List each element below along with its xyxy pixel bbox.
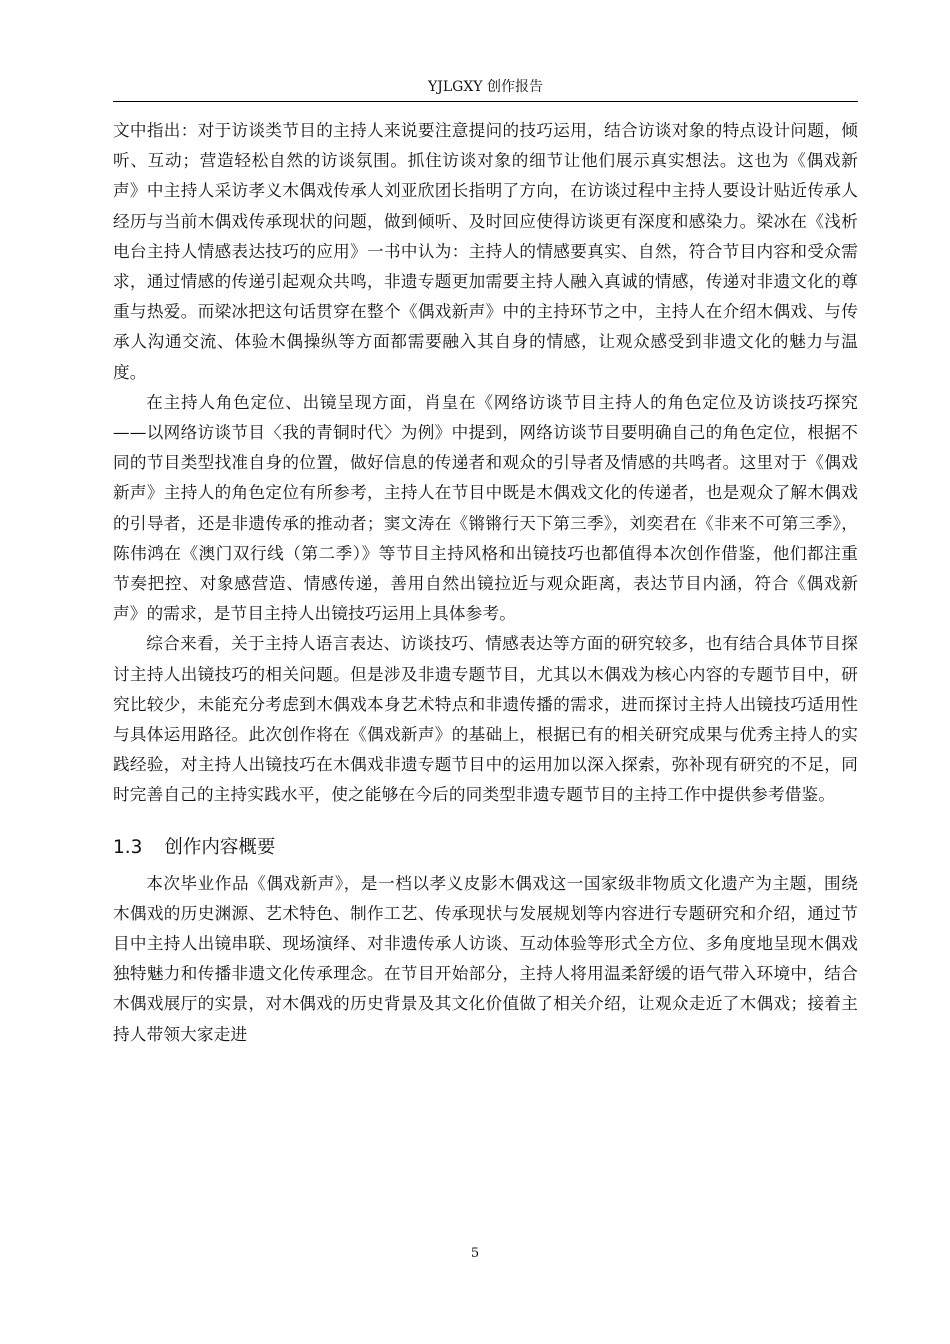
document-body [113,116,858,1050]
body-paragraph-1: 文中指出：对于访谈类节目的主持人来说要注意提问的技巧运用，结合访谈对象的特点设计问题，倾听、互动；营造轻松自然的访谈氛围。抓住访谈对象的细节让他们展示真实想法。这也为《偶戏新声》中主持人采访孝义木偶戏传承人刘亚欣团长指明了方向，在访谈过程中主持人要设计贴近传承人经历与当前木偶戏传承现状的问题，做到倾听、及时回应使得访谈更有深度和感染力。梁冰在《浅析电台主持人情感表达技巧的应用》一书中认为：主持人的情感要真实、自然，符合节目内容和受众需求，通过情感的传递引起观众共鸣，非遗专题更加需要主持人融入真诚的情感，传递对非遗文化的尊重与热爱。而梁冰把这句话贯穿在整个《偶戏新声》中的主持环节之中，主持人在介绍木偶戏、与传承人沟通交流、体验木偶操纵等方面都需要融入其自身的情感，让观众感受到非遗文化的魅力与温度。 [113,121,858,382]
section-heading [113,833,858,863]
page-header [113,76,858,102]
header-title: YJLGXY 创作报告 [428,79,543,95]
body-paragraph-2: 在主持人角色定位、出镜呈现方面，肖皇在《网络访谈节目主持人的角色定位及访谈技巧探究——以网络访谈节目〈我的青铜时代〉为例》中提到，网络访谈节目要明确自己的角色定位，根据不同的节目类型找准自身的位置，做好信息的传递者和观众的引导者及情感的共鸣者。这里对于《偶戏新声》主持人的角色定位有所参考，主持人在节目中既是木偶戏文化的传递者，也是观众了解木偶戏的引导者，还是非遗传承的推动者；窦文涛在《锵锵行天下第三季》，刘奕君在《非来不可第三季》，陈伟鸿在《澳门双行线（第二季）》等节目主持风格和出镜技巧也都值得本次创作借鉴，他们都注重节奏把控、对象感营造、情感传递，善用自然出镜拉近与观众距离，表达节目内涵，符合《偶戏新声》的需求，是节目主持人出镜技巧运用上具体参考。 [113,392,858,624]
section-title: 创作内容概要 [164,836,276,858]
body-paragraph-3: 综合来看，关于主持人语言表达、访谈技巧、情感表达等方面的研究较多，也有结合具体节目探讨主持人出镜技巧的相关问题。但是涉及非遗专题节目，尤其以木偶戏为核心内容的专题节目中，研究比较少，未能充分考虑到木偶戏本身艺术特点和非遗传播的需求，进而探讨主持人出镜技巧适用性与具体运用路径。此次创作将在《偶戏新声》的基础上，根据已有的相关研究成果与优秀主持人的实践经验，对主持人出镜技巧在木偶戏非遗专题节目中的运用加以深入探索，弥补现有研究的不足，同时完善自己的主持实践水平，使之能够在今后的同类型非遗专题节目的主持工作中提供参考借鉴。 [113,634,858,805]
header-divider [113,101,858,102]
page-number: 5 [470,1246,480,1261]
section-paragraph: 本次毕业作品《偶戏新声》，是一档以孝义皮影木偶戏这一国家级非物质文化遗产为主题，围绕木偶戏的历史渊源、艺术特色、制作工艺、传承现状与发展规划等内容进行专题研究和介绍，通过节目中主持人出镜串联、现场演绎、对非遗传承人访谈、互动体验等形式全方位、多角度地呈现木偶戏独特魅力和传播非遗文化传承理念。在节目开始部分，主持人将用温柔舒缓的语气带入环境中，结合木偶戏展厅的实景，对木偶戏的历史背景及其文化价值做了相关介绍，让观众走近了木偶戏；接着主持人带领大家走进 [113,873,858,1044]
section-number: 1.3 [113,836,143,858]
